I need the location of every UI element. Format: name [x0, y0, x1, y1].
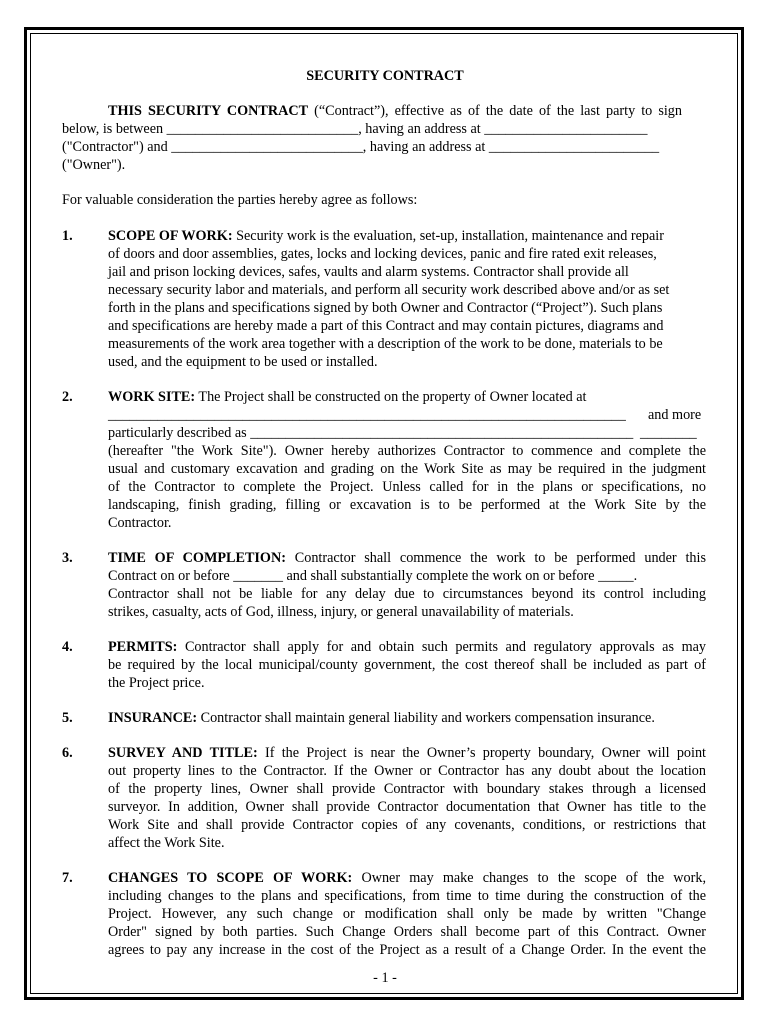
- consideration-text: For valuable consideration the parties hereby agree as follows:: [62, 192, 418, 208]
- section-2-line-6: of the Contractor to complete the Project. Unless called for in the plans or specifications, no: [108, 479, 706, 495]
- section-3-number: 3.: [62, 550, 73, 566]
- section-3-line-3: Contractor shall not be liable for any delay due to circumstances beyond its control including: [108, 586, 706, 602]
- section-3-heading: TIME OF COMPLETION:: [108, 550, 286, 566]
- section-3-line-1: TIME OF COMPLETION: Contractor shall commence the work to be performed under this: [108, 550, 706, 566]
- section-1-number: 1.: [62, 228, 73, 244]
- section-1-line-2: of doors and door assemblies, gates, locks and locking devices, panic and fire rated exit releases,: [108, 246, 657, 262]
- section-2-line-3: particularly described as ______________________________________________________: [108, 425, 634, 441]
- section-7-line-4: Order" signed by both parties. Such Change Orders shall become part of this Contract. Owner: [108, 924, 706, 940]
- section-6-line-4: surveyor. In addition, Owner shall provide Contractor documentation that Owner has title to the: [108, 799, 706, 815]
- section-5-line-1: INSURANCE: Contractor shall maintain general liability and workers compensation insurance.: [108, 710, 655, 726]
- section-1-heading: SCOPE OF WORK:: [108, 228, 233, 244]
- section-4-line-1: PERMITS: Contractor shall apply for and obtain such permits and regulatory approvals as may: [108, 639, 706, 655]
- section-4-line-3: the Project price.: [108, 675, 205, 691]
- section-6-heading: SURVEY AND TITLE:: [108, 745, 258, 761]
- section-3-line-4: strikes, casualty, acts of God, illness, injury, or general unavailability of materials.: [108, 604, 574, 620]
- section-2-heading: WORK SITE:: [108, 389, 196, 405]
- section-2-line-5: usual and customary excavation and grading on the Work Site as may be required in the judgment: [108, 461, 706, 477]
- section-5-heading: INSURANCE:: [108, 710, 198, 726]
- section-6-line-3: of the property lines, Owner shall provide Contractor with boundary stakes through a licensed: [108, 781, 706, 797]
- section-2-line-7: landscaping, finish grading, filling or excavation is to be performed at the Work Site by the: [108, 497, 706, 513]
- section-4-line-2: be required by the local municipal/county government, the cost thereof shall be included as part of: [108, 657, 706, 673]
- section-4-number: 4.: [62, 639, 73, 655]
- section-2-line-8: Contractor.: [108, 515, 172, 531]
- section-1-line-7: measurements of the work area together with a description of the work to be done, materials to be: [108, 336, 663, 352]
- section-7-line-3: Project. However, any such change or modification shall only be made by written "Change: [108, 906, 706, 922]
- section-1-line-1: SCOPE OF WORK: Security work is the evaluation, set-up, installation, maintenance and repair: [108, 228, 664, 244]
- section-1-line-5: forth in the plans and specifications signed by both Owner and Contractor (“Project”). Such plans: [108, 300, 663, 316]
- intro-line-1: THIS SECURITY CONTRACT (“Contract”), effective as of the date of the last party to sign: [108, 103, 682, 119]
- intro-line-2: below, is between ___________________________, having an address at _______________________: [62, 121, 648, 137]
- section-2-line-3-blank: ________: [640, 425, 697, 441]
- intro-line-4: ("Owner").: [62, 157, 126, 173]
- section-7-line-1: CHANGES TO SCOPE OF WORK: Owner may make changes to the scope of the work,: [108, 870, 706, 886]
- section-4-heading: PERMITS:: [108, 639, 178, 655]
- section-5-number: 5.: [62, 710, 73, 726]
- section-1-line-8: used, and the equipment to be used or installed.: [108, 354, 378, 370]
- intro-lead: THIS SECURITY CONTRACT: [108, 103, 309, 119]
- section-6-line-5: Work Site and shall provide Contractor copies of any covenants, conditions, or restrictions that: [108, 817, 706, 833]
- section-7-line-5: agrees to pay any increase in the cost of the Project as a result of a Change Order. In the event the: [108, 942, 706, 958]
- section-2-line-1: WORK SITE: The Project shall be constructed on the property of Owner located at: [108, 389, 587, 405]
- section-1-line-3: jail and prison locking devices, safes, vaults and alarm systems. Contractor shall provide all: [108, 264, 629, 280]
- section-1-line-6: and specifications are hereby made a part of this Contract and may contain pictures, diagrams and: [108, 318, 664, 334]
- section-1-line-4: necessary security labor and materials, and perform all security work described above and/or as set: [108, 282, 670, 298]
- section-6-line-2: out property lines to the Contractor. If the Owner or Contractor has any doubt about the location: [108, 763, 706, 779]
- section-6-number: 6.: [62, 745, 73, 761]
- section-6-line-1: SURVEY AND TITLE: If the Project is near the Owner’s property boundary, Owner will point: [108, 745, 707, 761]
- section-7-line-2: including changes to the plans and specifications, from time to time during the construction of the: [108, 888, 706, 904]
- page-number: - 1 -: [373, 970, 397, 986]
- section-3-line-2: Contract on or before _______ and shall substantially complete the work on or before _____.: [108, 568, 638, 584]
- section-7-number: 7.: [62, 870, 73, 886]
- section-2-line-4: (hereafter "the Work Site"). Owner hereby authorizes Contractor to commence and complete the: [108, 443, 706, 459]
- section-2-and-more: and more: [648, 407, 702, 423]
- section-2-number: 2.: [62, 389, 73, 405]
- section-7-heading: CHANGES TO SCOPE OF WORK:: [108, 870, 353, 886]
- document-title: SECURITY CONTRACT: [306, 68, 464, 84]
- intro-line-3: ("Contractor") and ___________________________, having an address at ________________________: [62, 139, 660, 155]
- section-6-line-6: affect the Work Site.: [108, 835, 225, 851]
- section-2-blank: _________________________________________________________________________: [108, 407, 626, 423]
